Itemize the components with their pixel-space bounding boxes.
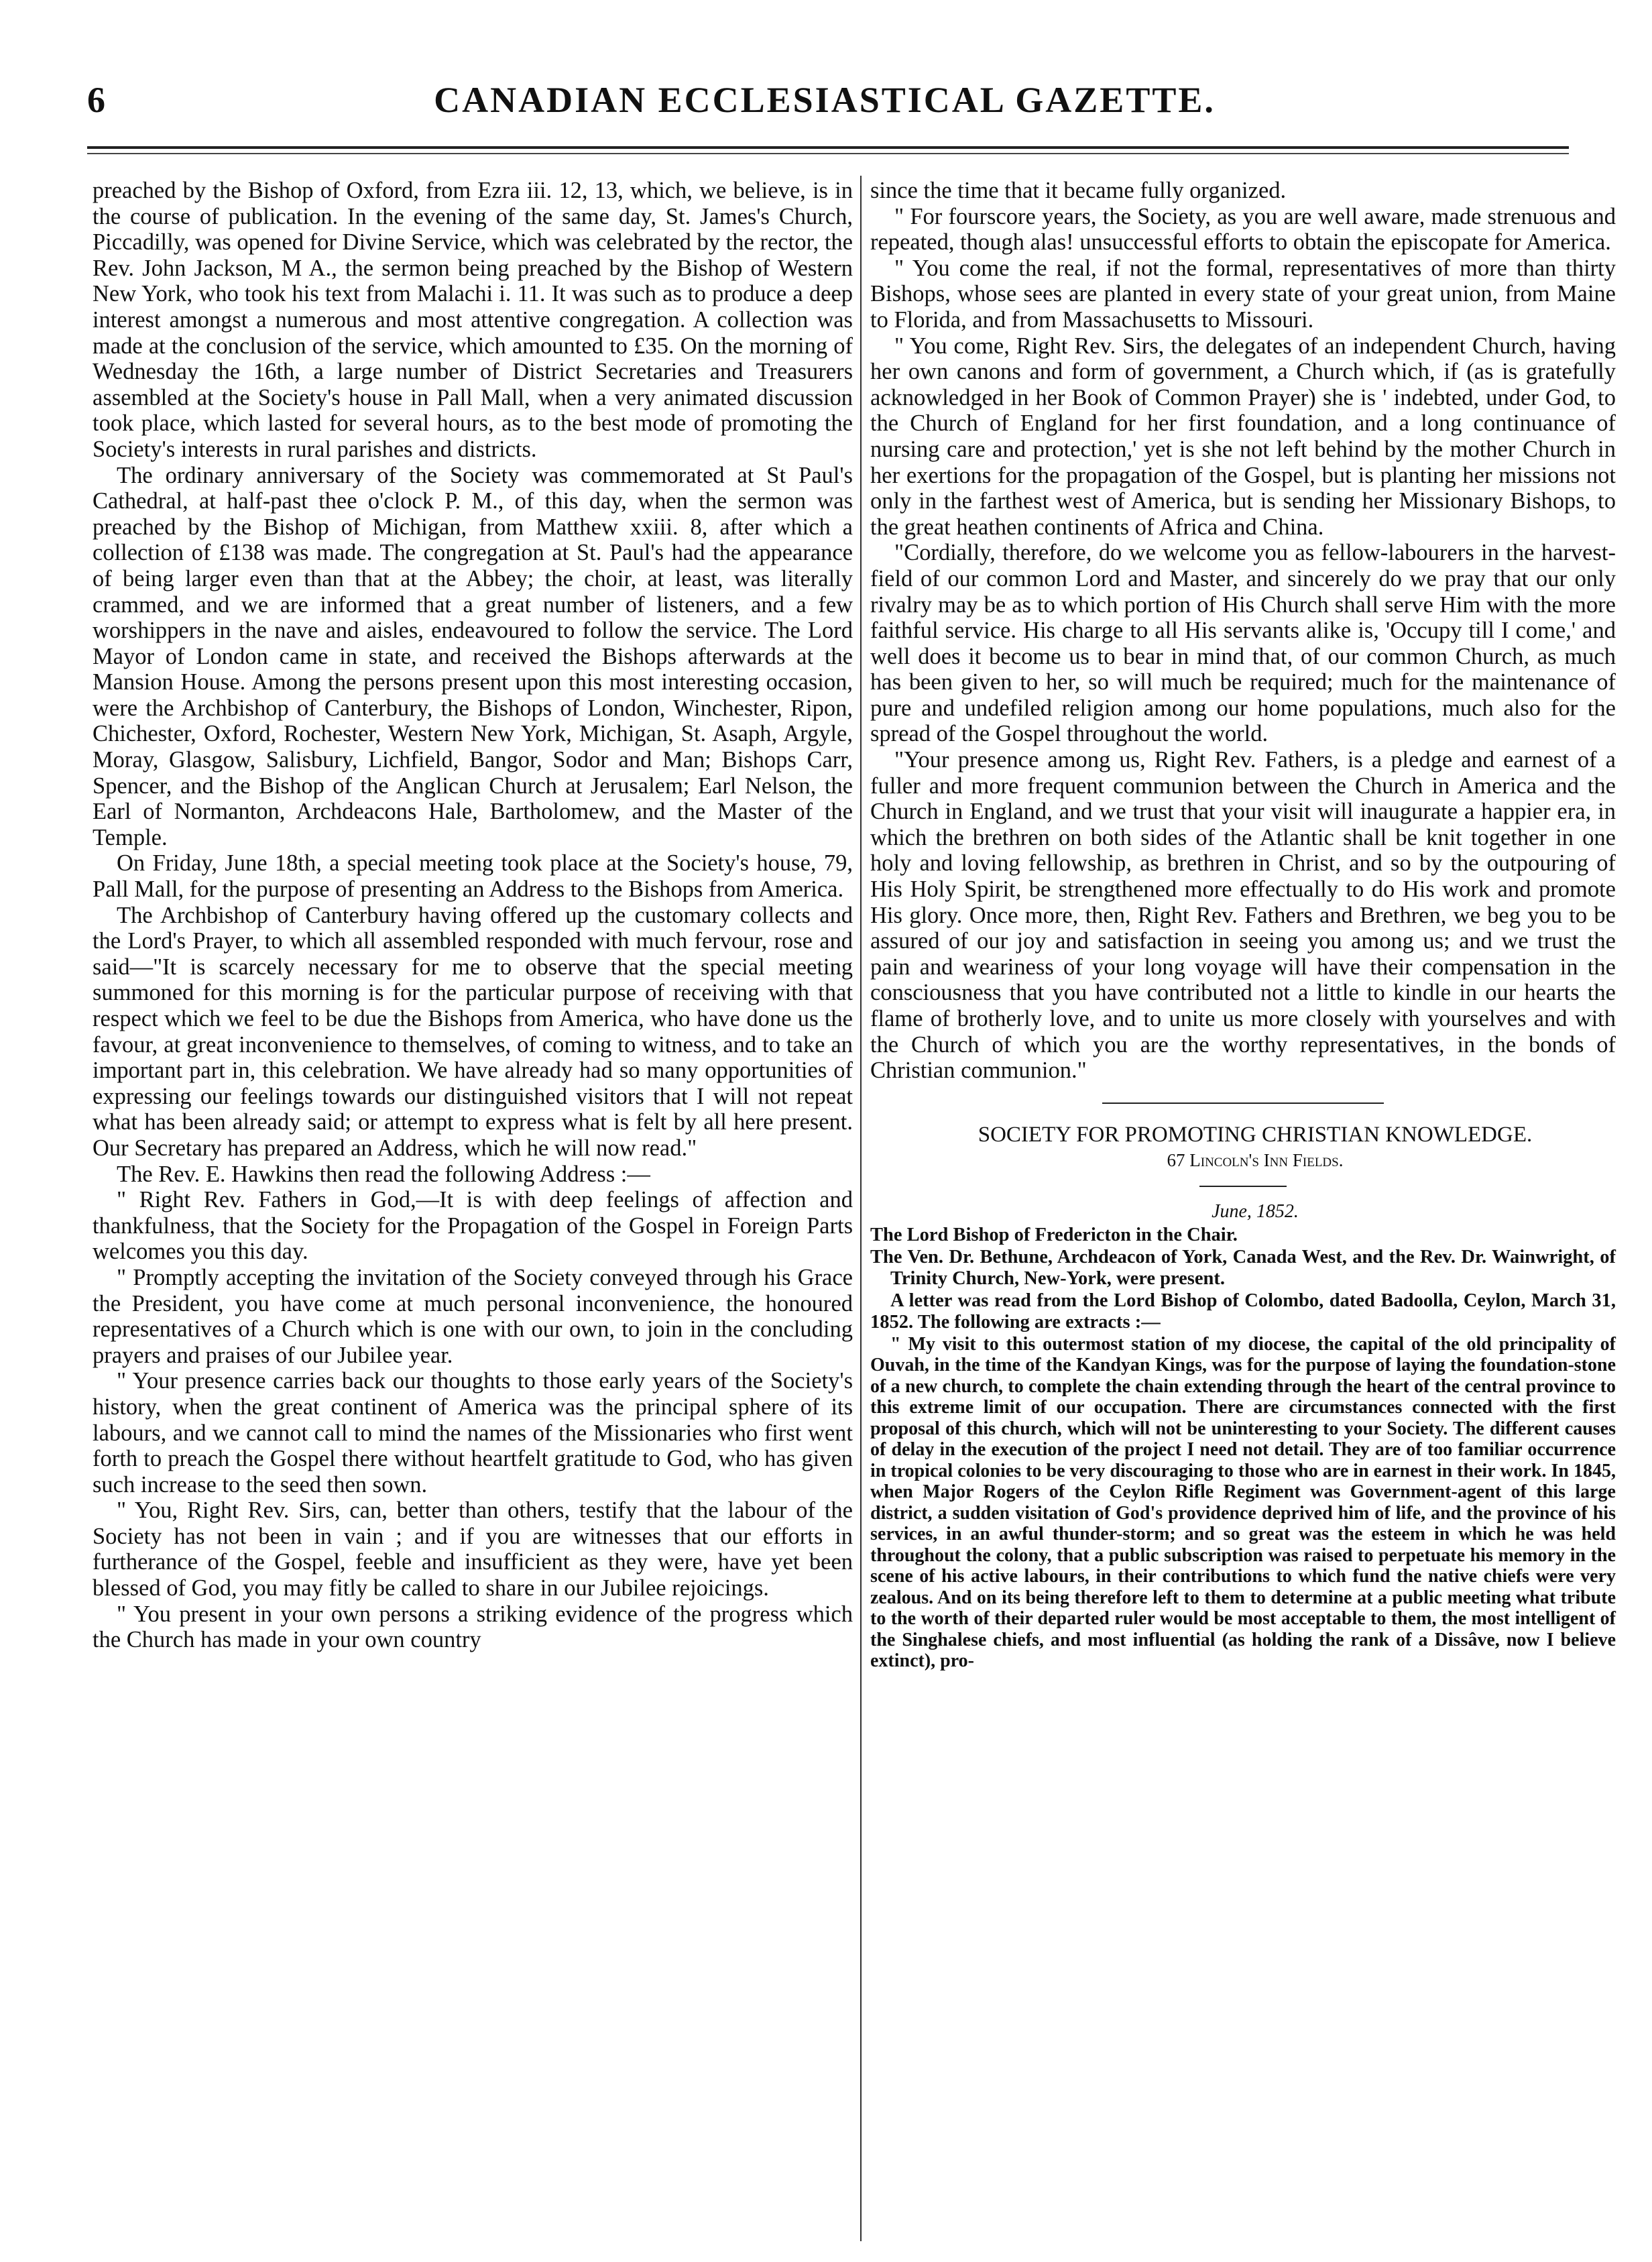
present-line: The Ven. Dr. Bethune, Archdeacon of York, Canada West, and the Rev. Dr. Wainwright, of Trinity Church, New-York, were present. xyxy=(870,1246,1616,1290)
letter-line: A letter was read from the Lord Bishop of Colombo, dated Badoolla, Ceylon, March 31, 1852. The following are extracts :— xyxy=(870,1290,1616,1333)
section-address: 67 Lincoln's Inn Fields. xyxy=(1167,1149,1344,1170)
paragraph: " You present in your own persons a striking evidence of the progress which the Church has made in your own country xyxy=(93,1601,853,1653)
paragraph: The Archbishop of Canterbury having offered up the customary collects and the Lord's Prayer, to which all assembled responded with much fervour, rose and said—"It is scarcely necessary for me to observe that the special meeting summoned for this morning is for the particular purpose of receiving with that respect which we feel to be due the Bishops from America, who have done us the favour, at great inconvenience to themselves, of coming to witness, and to take an important part in, this celebration. We have already had so many opportunities of expressing our feelings towards our distinguished visitors that I will not repeat what has been already said; or attempt to express what is felt by all here present. Our Secretary has prepared an Address, which he will now read." xyxy=(93,902,853,1161)
paragraph: " Your presence carries back our thoughts to those early years of the Society's history, when the great continent of America was the principal sphere of its labours, and we cannot call to mind the names of the Missionaries who first went forth to preach the Gospel there without heartfelt gratitude to God, who has given such increase to the seed then sown. xyxy=(93,1368,853,1497)
section-divider xyxy=(1102,1102,1384,1104)
paragraph: The ordinary anniversary of the Society was commemorated at St Paul's Cathedral, at half-past thee o'clock P. M., of this day, when the sermon was preached by the Bishop of Michigan, from Matthew xxiii. 8, after which a collection of £138 was made. The congregation at St. Paul's had the appearance of being larger even than that at the Abbey; the choir, at least, was literally crammed, and we are informed that a great number of listeners, and a few worshippers in the nave and aisles, endeavoured to follow the service. The Lord Mayor of London came in state, and received the Bishops afterwards at the Mansion House. Among the persons present upon this most interesting occasion, were the Archbishop of Canterbury, the Bishops of London, Winchester, Ripon, Chichester, Oxford, Rochester, Western New York, Michigan, St. Asaph, Argyle, Moray, Glasgow, Salisbury, Lichfield, Bangor, Sodor and Man; Bishops Carr, Spencer, and the Bishop of the Anglican Church at Jerusalem; Earl Nelson, the Earl of Normanton, Archdeacons Hale, Bartholomew, and the Master of the Temple. xyxy=(93,462,853,850)
column-divider xyxy=(860,176,862,2241)
paragraph: " You come the real, if not the formal, representatives of more than thirty Bishops, whose sees are planted in every state of your great union, from Maine to Florida, and from Massachusetts to Missouri. xyxy=(870,255,1616,333)
paragraph: "Your presence among us, Right Rev. Fathers, is a pledge and earnest of a fuller and more frequent communion between the Church in America and the Church in England, and we trust that your visit will inaugurate a happier era, in which the brethren on both sides of the Atlantic shall be knit together in one holy and loving fellowship, as brethren in Christ, and so by the outpouring of His Holy Spirit, be strengthened more effectually to do His work and promote His glory. Once more, then, Right Rev. Fathers and Brethren, we beg you to be assured of our joy and satisfaction in seeing you among us; and we trust the pain and weariness of your long voyage will have their compensation in the consciousness that you have contributed not a little to kindle in our hearts the flame of brotherly love, and to unite us more closely with yourselves and with the Church of which you are the worthy representatives, in the bonds of Christian communion." xyxy=(870,747,1616,1084)
paragraph: " Promptly accepting the invitation of the Society conveyed through his Grace the President, you have come at much personal inconvenience, the honoured representatives of a Church which is one with our own, to join in the concluding prayers and praises of our Jubilee year. xyxy=(93,1264,853,1368)
section-short-rule xyxy=(1199,1186,1287,1187)
page-number: 6 xyxy=(87,80,105,120)
right-column xyxy=(870,178,1616,1672)
left-column xyxy=(93,178,853,1653)
header-rule-thin xyxy=(87,153,1569,154)
section-title: SOCIETY FOR PROMOTING CHRISTIAN KNOWLEDGE. xyxy=(978,1122,1533,1147)
section-date: June, 1852. xyxy=(1212,1200,1299,1222)
paragraph: preached by the Bishop of Oxford, from Ezra iii. 12, 13, which, we believe, is in the course of publication. In the evening of the same day, St. James's Church, Piccadilly, was opened for Divine Service, which was celebrated by the rector, the Rev. John Jackson, M A., the sermon being preached by the Bishop of Western New York, who took his text from Malachi i. 11. It was such as to produce a deep interest amongst a numerous and most attentive congregation. A collection was made at the conclusion of the service, which amounted to £35. On the morning of Wednesday the 16th, a large number of District Secretaries and Treasurers assembled at the Society's house in Pall Mall, when a very animated discussion took place, which lasted for several hours, as to the best mode of promoting the Society's interests in rural parishes and districts. xyxy=(93,178,853,462)
paragraph: The Rev. E. Hawkins then read the following Address :— xyxy=(117,1161,650,1187)
paragraph: On Friday, June 18th, a special meeting took place at the Society's house, 79, Pall Mall, for the purpose of presenting an Address to the Bishops from America. xyxy=(93,850,853,903)
paragraph: "Cordially, therefore, do we welcome you as fellow-labourers in the harvest-field of our common Lord and Master, and sincerely do we pray that our only rivalry may be as to which portion of His Church shall serve Him with the more faithful service. His charge to all His servants alike is, 'Occupy till I come,' and well does it become us to bear in mind that, of our common Church, as much has been given to her, so will much be required; much for the maintenance of pure and undefiled religion among our home populations, much also for the spread of the Gospel throughout the world. xyxy=(870,540,1616,747)
chair-line: The Lord Bishop of Fredericton in the Chair. xyxy=(870,1225,1238,1246)
section-body xyxy=(870,1225,1616,1672)
paragraph: " Right Rev. Fathers in God,—It is with deep feelings of affection and thankfulness, that the Society for the Propagation of the Gospel in Foreign Parts welcomes you this day. xyxy=(93,1187,853,1265)
header-rule-thick xyxy=(87,146,1569,149)
masthead-title: CANADIAN ECCLESIASTICAL GAZETTE. xyxy=(434,80,1216,120)
paragraph: " For fourscore years, the Society, as you are well aware, made strenuous and repeated, though alas! unsuccessful efforts to obtain the episcopate for America. xyxy=(870,203,1616,256)
paragraph: " You, Right Rev. Sirs, can, better than others, testify that the labour of the Society has not been in vain ; and if you are witnesses that our efforts in furtherance of the Gospel, feeble and insufficient as they were, have yet been blessed of God, you may fitly be called to share in our Jubilee rejoicings. xyxy=(93,1497,853,1601)
paragraph: " You come, Right Rev. Sirs, the delegates of an independent Church, having her own canons and form of government, a Church which, if (as is gratefully acknowledged in her Book of Common Prayer) she is ' indebted, under God, to the Church of England for her first foundation, and a long continuance of nursing care and protection,' yet is she not left behind by the mother Church in her exertions for the propagation of the Gospel, but is planting her missions not only in the farthest west of America, but is sending her Missionary Bishops, to the great heathen continents of Africa and China. xyxy=(870,333,1616,540)
letter-extract: " My visit to this outermost station of my diocese, the capital of the old principality of Ouvah, in the time of the Kandyan Kings, was for the purpose of laying the foundation-stone of a new church, to complete the chain extending through the heart of the central province to this extreme limit of our occupation. There are circumstances connected with the first proposal of this church, which will not be uninteresting to your Society. The different causes of delay in the execution of the project I need not detail. They are of too familiar occurrence in tropical colonies to be very discouraging to those who are in earnest in their work. In 1845, when Major Rogers of the Ceylon Rifle Regiment was Government-agent of this large district, a sudden visitation of God's providence deprived him of life, and the province of his services, in an awful thunder-storm; and so great was the esteem in which he was held throughout the colony, that a public subscription was raised to perpetuate his memory in the scene of his active labours, in their contributions to which fund the native chiefs were very zealous. And on its being therefore left to them to determine at a public meeting what tribute to the worth of their departed ruler would be most acceptable to them, the most intelligent of the Singhalese chiefs, and most influential (as holding the rank of a Dissâve, now I believe extinct), pro- xyxy=(870,1333,1616,1672)
page-header xyxy=(87,79,1562,133)
paragraph: since the time that it became fully organized. xyxy=(870,178,1287,203)
